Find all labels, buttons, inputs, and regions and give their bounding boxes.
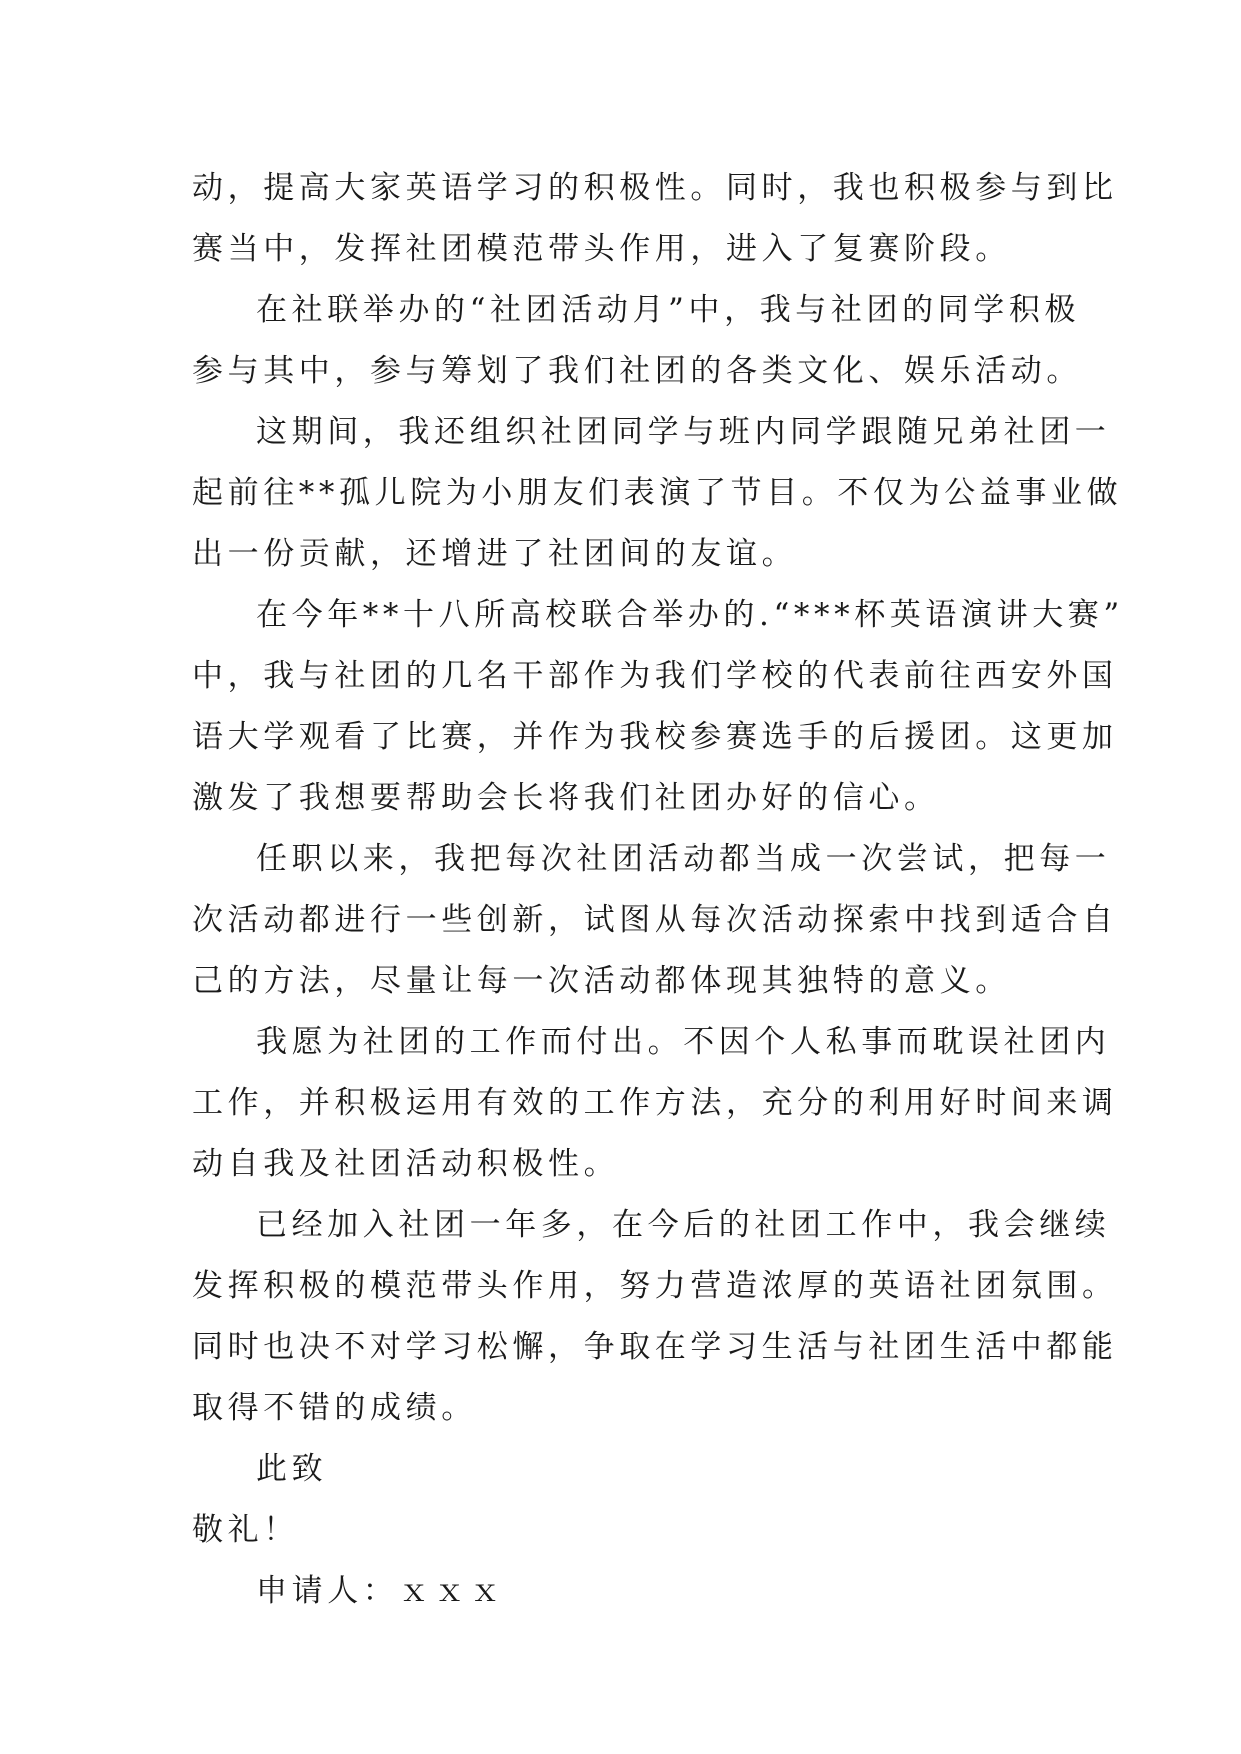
text-line: 语大学观看了比赛，并作为我校参赛选手的后援团。这更加 xyxy=(192,719,1118,755)
text-line: 任职以来，我把每次社团活动都当成一次尝试，把每一 xyxy=(256,841,1111,877)
text-line: 激发了我想要帮助会长将我们社团办好的信心。 xyxy=(192,780,940,816)
text-line: 取得不错的成绩。 xyxy=(192,1390,477,1426)
text-line: 动自我及社团活动积极性。 xyxy=(192,1146,620,1182)
text-line: 起前往**孤儿院为小朋友们表演了节目。不仅为公益事业做 xyxy=(192,475,1123,511)
text-line: 同时也决不对学习松懈，争取在学习生活与社团生活中都能 xyxy=(192,1329,1118,1365)
text-line: 这期间，我还组织社团同学与班内同学跟随兄弟社团一 xyxy=(256,414,1111,450)
text-line: 赛当中，发挥社团模范带头作用，进入了复赛阶段。 xyxy=(192,231,1011,267)
text-line: 次活动都进行一些创新，试图从每次活动探索中找到适合自 xyxy=(192,902,1118,938)
document-body xyxy=(192,158,1124,1622)
text-line: 敬礼！ xyxy=(192,1512,299,1548)
text-line: 已经加入社团一年多，在今后的社团工作中，我会继续 xyxy=(256,1207,1111,1243)
text-line: 动，提高大家英语学习的积极性。同时，我也积极参与到比 xyxy=(192,170,1118,206)
text-line: 己的方法，尽量让每一次活动都体现其独特的意义。 xyxy=(192,963,1011,999)
text-line: 参与其中，参与筹划了我们社团的各类文化、娱乐活动。 xyxy=(192,353,1082,389)
text-line: 工作，并积极运用有效的工作方法，充分的利用好时间来调 xyxy=(192,1085,1118,1121)
text-line: 在今年**十八所高校联合举办的.“***杯英语演讲大赛” xyxy=(256,597,1124,633)
text-line: 申请人：ｘｘｘ xyxy=(256,1573,506,1609)
text-line: 在社联举办的“社团活动月”中，我与社团的同学积极 xyxy=(256,292,1081,328)
text-line: 发挥积极的模范带头作用，努力营造浓厚的英语社团氛围。 xyxy=(192,1268,1118,1304)
text-line: 此致 xyxy=(256,1451,328,1487)
text-line: 中，我与社团的几名干部作为我们学校的代表前往西安外国 xyxy=(192,658,1118,694)
text-line: 出一份贡献，还增进了社团间的友谊。 xyxy=(192,536,798,572)
text-line: 我愿为社团的工作而付出。不因个人私事而耽误社团内 xyxy=(256,1024,1111,1060)
